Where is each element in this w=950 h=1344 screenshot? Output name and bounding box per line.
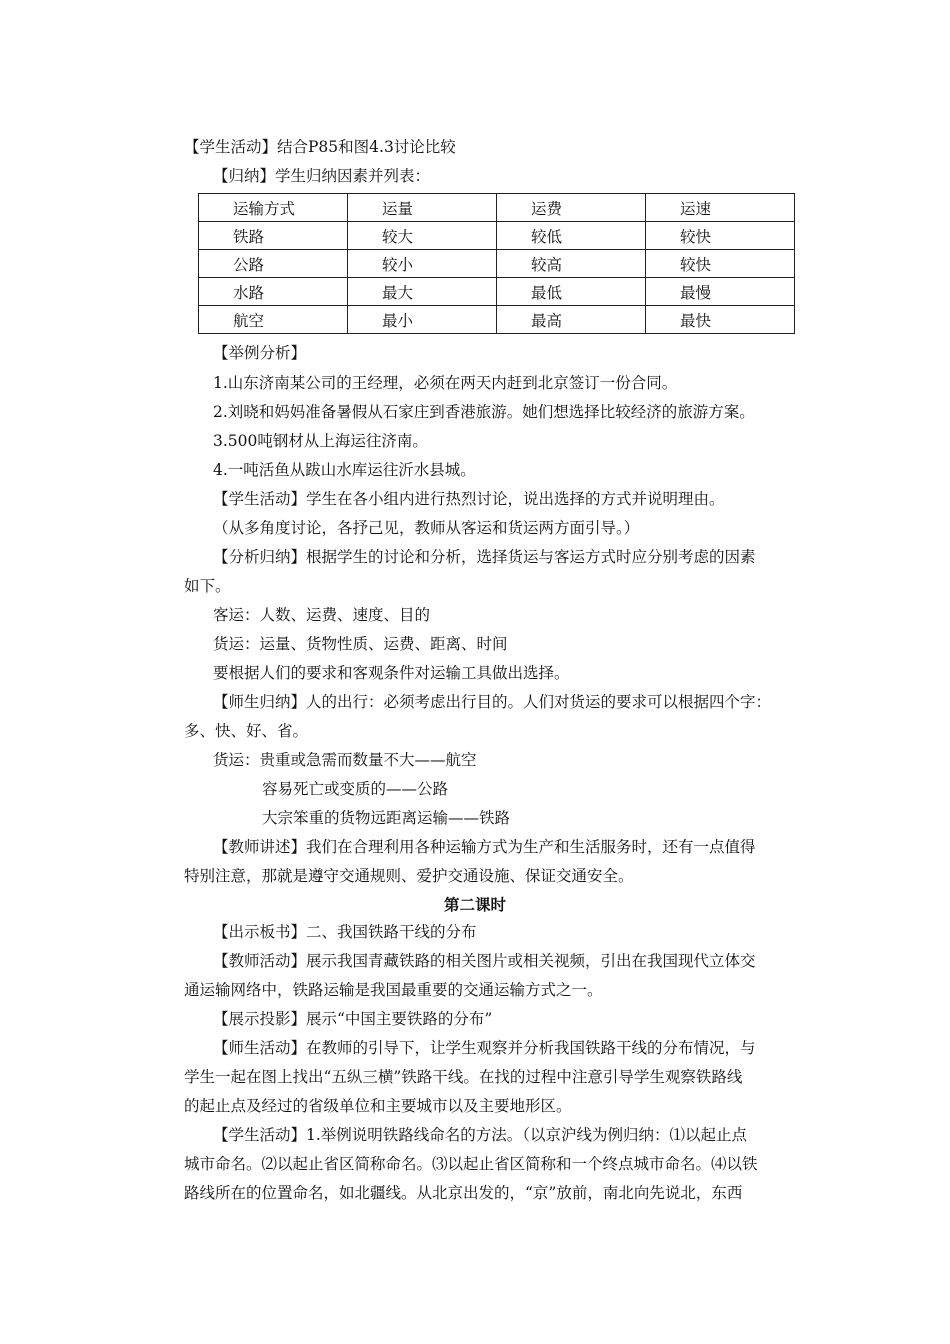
table-cell: 最大 — [348, 278, 497, 306]
text-line: 【学生活动】学生在各小组内进行热烈讨论，说出选择的方式并说明理由。 — [213, 490, 725, 508]
table-cell: 水路 — [199, 278, 348, 306]
text-line: 2.刘晓和妈妈准备暑假从石家庄到香港旅游。她们想选择比较经济的旅游方案。 — [213, 403, 755, 421]
text-line: 【分析归纳】根据学生的讨论和分析，选择货运与客运方式时应分别考虑的因素 — [213, 548, 756, 566]
table-cell: 最低 — [497, 278, 646, 306]
section-heading: 第二课时 — [443, 895, 506, 914]
table-cell: 最快 — [646, 306, 795, 334]
text-line: 【学生活动】结合P85和图4.3讨论比较 — [184, 138, 456, 156]
table-row — [199, 222, 795, 250]
table-header-cell: 运量 — [348, 194, 497, 222]
text-line: 【师生归纳】人的出行：必须考虑出行目的。人们对货运的要求可以根据四个字： — [213, 693, 772, 711]
table-row — [199, 250, 795, 278]
table-row — [199, 306, 795, 334]
table-cell: 较低 — [497, 222, 646, 250]
text-line: （从多角度讨论，各抒己见，教师从客运和货运两方面引导。） — [213, 519, 640, 537]
text-line: 1.山东济南某公司的王经理，必须在两天内赶到北京签订一份合同。 — [213, 374, 678, 392]
table-cell: 最高 — [497, 306, 646, 334]
text-line: 学生一起在图上找出“五纵三横”铁路干线。在找的过程中注意引导学生观察铁路线 — [184, 1068, 743, 1086]
text-line: 货运：运量、货物性质、运费、距离、时间 — [213, 635, 508, 653]
table-cell: 铁路 — [199, 222, 348, 250]
text-line: 【举例分析】 — [213, 344, 307, 362]
transport-comparison-table — [198, 193, 795, 334]
text-line: 【展示投影】展示“中国主要铁路的分布” — [213, 1010, 493, 1028]
table-cell: 最慢 — [646, 278, 795, 306]
text-line: 如下。 — [184, 577, 231, 595]
text-line: 【教师活动】展示我国青藏铁路的相关图片或相关视频，引出在我国现代立体交 — [213, 952, 756, 970]
text-line: 容易死亡或变质的——公路 — [262, 780, 449, 798]
table-header-cell: 运速 — [646, 194, 795, 222]
text-line: 路线所在的位置命名，如北疆线。从北京出发的，“京”放前，南北向先说北，东西 — [184, 1184, 743, 1202]
text-line: 特别注意，那就是遵守交通规则、爱护交通设施、保证交通安全。 — [184, 867, 634, 885]
text-line: 4.一吨活鱼从跋山水库运往沂水县城。 — [213, 461, 476, 479]
text-line: 【教师讲述】我们在合理利用各种运输方式为生产和生活服务时，还有一点值得 — [213, 838, 756, 856]
table-cell: 较小 — [348, 250, 497, 278]
table-header-cell: 运输方式 — [199, 194, 348, 222]
text-line: 要根据人们的要求和客观条件对运输工具做出选择。 — [213, 664, 570, 682]
text-line: 【学生活动】1.举例说明铁路线命名的方法。（以京沪线为例归纳：⑴以起止点 — [213, 1126, 748, 1144]
text-line: 大宗笨重的货物远距离运输——铁路 — [262, 809, 511, 827]
text-line: 的起止点及经过的省级单位和主要城市以及主要地形区。 — [184, 1097, 572, 1115]
text-line: 【出示板书】二、我国铁路干线的分布 — [213, 923, 477, 941]
text-line: 货运：贵重或急需而数量不大——航空 — [213, 751, 477, 769]
table-row — [199, 278, 795, 306]
text-line: 通运输网络中，铁路运输是我国最重要的交通运输方式之一。 — [184, 981, 603, 999]
table-cell: 最小 — [348, 306, 497, 334]
text-line: 3.500吨钢材从上海运往济南。 — [213, 432, 428, 450]
text-line: 城市命名。⑵以起止省区简称命名。⑶以起止省区简称和一个终点城市命名。⑷以铁 — [184, 1155, 758, 1173]
table-cell: 较高 — [497, 250, 646, 278]
table-cell: 较快 — [646, 250, 795, 278]
table-cell: 较快 — [646, 222, 795, 250]
table-header-cell: 运费 — [497, 194, 646, 222]
table-cell: 较大 — [348, 222, 497, 250]
table-cell: 公路 — [199, 250, 348, 278]
text-line: 客运：人数、运费、速度、目的 — [213, 606, 431, 624]
table-cell: 航空 — [199, 306, 348, 334]
text-line: 【归纳】学生归纳因素并列表： — [213, 167, 431, 185]
text-line: 【师生活动】在教师的引导下，让学生观察并分析我国铁路干线的分布情况，与 — [213, 1039, 756, 1057]
table-header-row — [199, 194, 795, 222]
text-line: 多、快、好、省。 — [184, 722, 309, 740]
